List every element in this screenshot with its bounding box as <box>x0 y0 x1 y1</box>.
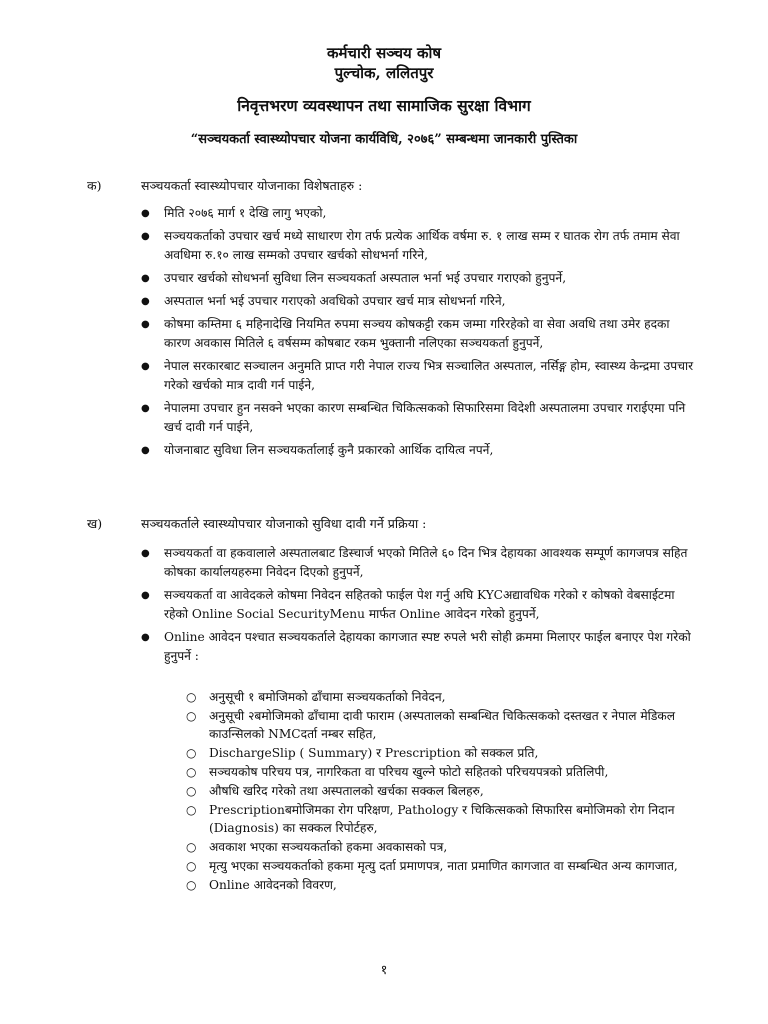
feature-item: ● उपचार खर्चको सोधभर्ना सुविधा लिन सञ्चयकर्ता अस्पताल भर्ना भई उपचार गराएको हुनुपर्ने, <box>0 269 698 288</box>
document-item: ○ अवकाश भएका सञ्चयकर्ताको हकमा अवकासको पत्र, <box>0 838 698 856</box>
document-item: ○ औषधि खरिद गरेको तथा अस्पतालको खर्चका सक्कल बिलहरु, <box>0 782 698 800</box>
document-item: ○ Prescriptionबमोजिमका रोग परिक्षण, Pathology र चिकित्सकको सिफारिस बमोजिमको रोग निदान (Diagnosis) का सक्कल रिपोर्टहरु, <box>0 801 698 837</box>
department-name: निवृत्तभरण व्यवस्थापन तथा सामाजिक सुरक्षा विभाग <box>237 96 531 115</box>
feature-item: ● सञ्चयकर्ताको उपचार खर्च मध्ये साधारण रोग तर्फ प्रत्येक आर्थिक वर्षमा रु. १ लाख सम्म र घातक रोग तर्फ तमाम सेवा अवधिमा रु.१० लाख सम्मको उपचार खर्चको सोधभर्ना गरिने, <box>0 227 698 265</box>
required-documents-list <box>0 688 768 895</box>
document-item: ○ Online आवेदनको विवरण, <box>0 876 698 894</box>
feature-item: ● कोषमा कम्तिमा ६ महिनादेखि नियमित रुपमा सञ्चय कोषकट्टी रकम जम्मा गरिरहेको वा सेवा अवधि तथा उमेर हदका कारण अवकास मितिले ६ वर्षसम्म कोषबाट रकम भुक्तानी नलिएका सञ्चयकर्ता हुनुपर्ने, <box>0 315 698 353</box>
process-item: ● Online आवेदन पश्चात सञ्चयकर्ताले देहायका कागजात स्पष्ट रुपले भरी सोही क्रममा मिलाएर फाईल बनाएर पेश गरेको हुनुपर्ने : <box>0 628 698 666</box>
document-item: ○ अनुसूची २बमोजिमको ढाँचामा दावी फाराम (अस्पतालको सम्बन्धित चिकित्सकको दस्तखत र नेपाल मेडिकल काउन्सिलको NMCदर्ता नम्बर सहित, <box>0 707 698 743</box>
document-item: ○ सञ्चयकोष परिचय पत्र, नागरिकता वा परिचय खुल्ने फोटो सहितको परिचयपत्रको प्रतिलिपी, <box>0 763 698 781</box>
section-kha-list <box>0 544 768 670</box>
section-ka-list <box>0 204 768 464</box>
section-kha-title: सञ्चयकर्ताले स्वास्थ्योपचार योजनाको सुविधा दावी गर्ने प्रक्रिया : <box>141 516 427 531</box>
feature-item: ● मिति २०७६ मार्ग १ देखि लागु भएको, <box>0 204 698 223</box>
page-number: १ <box>380 963 388 978</box>
section-ka-marker: क) <box>87 178 102 193</box>
feature-item: ● नेपालमा उपचार हुन नसक्ने भएका कारण सम्बन्धित चिकित्सकको सिफारिसमा विदेशी अस्पतालमा उपचार गराईएमा पनि खर्च दावी गर्न पाईने, <box>0 399 698 437</box>
org-address: पुल्चोक, ललितपुर <box>334 64 434 82</box>
document-item: ○ मृत्यु भएका सञ्चयकर्ताको हकमा मृत्यु दर्ता प्रमाणपत्र, नाता प्रमाणित कागजात वा सम्बन्धित अन्य कागजात, <box>0 857 698 875</box>
document-item: ○ अनुसूची १ बमोजिमको ढाँचामा सञ्चयकर्ताको निवेदन, <box>0 688 698 706</box>
document-title: “सञ्चयकर्ता स्वास्थ्योपचार योजना कार्यविधि, २०७६” सम्बन्धमा जानकारी पुस्तिका <box>190 132 578 147</box>
process-item: ● सञ्चयकर्ता वा हकवालाले अस्पतालबाट डिस्चार्ज भएको मितिले ६० दिन भित्र देहायका आवश्यक सम्पूर्ण कागजपत्र सहित कोषका कार्यालयहरुमा निवेदन दिएको हुनुपर्ने, <box>0 544 698 582</box>
feature-item: ● योजनाबाट सुविधा लिन सञ्चयकर्तालाई कुनै प्रकारको आर्थिक दायित्व नपर्ने, <box>0 441 698 460</box>
feature-item: ● नेपाल सरकारबाट सञ्चालन अनुमति प्राप्त गरी नेपाल राज्य भित्र सञ्चालित अस्पताल, नर्सिङ्ग होम, स्वास्थ्य केन्द्रमा उपचार गरेको खर्चको मात्र दावी गर्न पाईने, <box>0 357 698 395</box>
section-ka-title: सञ्चयकर्ता स्वास्थ्योपचार योजनाका विशेषताहरु : <box>141 178 363 193</box>
org-name: कर्मचारी सञ्चय कोष <box>326 44 442 62</box>
process-item: ● सञ्चयकर्ता वा आवेदकले कोषमा निवेदन सहितको फाईल पेश गर्नु अघि KYCअद्यावधिक गरेको र कोषको वेबसाईटमा रहेको Online Social SecurityMenu मार्फत Online आवेदन गरेको हुनुपर्ने, <box>0 586 698 624</box>
section-kha-marker: ख) <box>87 516 103 531</box>
feature-item: ● अस्पताल भर्ना भई उपचार गराएको अवधिको उपचार खर्च मात्र सोधभर्ना गरिने, <box>0 292 698 311</box>
document-item: ○ DischargeSlip ( Summary) र Prescription को सक्कल प्रति, <box>0 744 698 762</box>
